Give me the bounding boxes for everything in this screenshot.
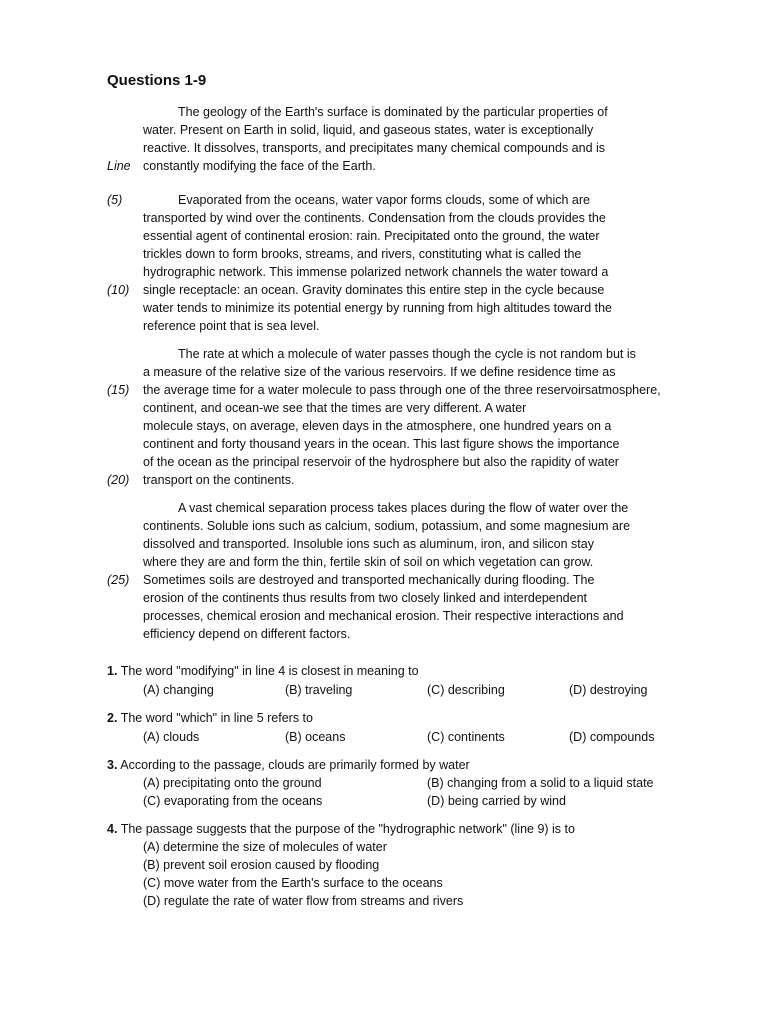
line-marker: Line <box>107 159 131 173</box>
passage-line: essential agent of continental erosion: rain. Precipitated onto the ground, the water <box>143 229 600 243</box>
question-2-stem <box>107 711 313 725</box>
question-4-option-d[interactable]: (D) regulate the rate of water flow from streams and rivers <box>143 894 464 908</box>
passage-line: water tends to minimize its potential energy by running from high altitudes toward the <box>143 301 612 315</box>
passage-line: The geology of the Earth's surface is dominated by the particular properties of <box>178 105 608 119</box>
passage-line: The rate at which a molecule of water passes though the cycle is not random but is <box>178 347 636 361</box>
question-2-option-b[interactable]: (B) oceans <box>285 730 346 744</box>
passage-line: of the ocean as the principal reservoir of the hydrosphere but also the rapidity of water <box>143 455 619 469</box>
passage-line: transport on the continents. <box>143 473 295 487</box>
question-4-option-b[interactable]: (B) prevent soil erosion caused by flooding <box>143 858 380 872</box>
question-text: According to the passage, clouds are primarily formed by water <box>120 758 470 772</box>
passage-line: A vast chemical separation process takes places during the flow of water over the <box>178 501 629 515</box>
passage-line: a measure of the relative size of the various reservoirs. If we define residence time as <box>143 365 616 379</box>
passage-line: the average time for a water molecule to pass through one of the three reservoirsatmosphere, <box>143 383 661 397</box>
line-marker: (5) <box>107 193 123 207</box>
passage-line: continent, and ocean-we see that the times are very different. A water <box>143 401 527 415</box>
passage-line: where they are and form the thin, fertile skin of soil on which vegetation can grow. <box>143 555 594 569</box>
question-text: The word "modifying" in line 4 is closest in meaning to <box>120 664 419 678</box>
passage-line: continents. Soluble ions such as calcium, sodium, potassium, and some magnesium are <box>143 519 631 533</box>
question-number: 4. <box>107 822 118 836</box>
question-3-stem <box>107 758 470 772</box>
question-1-stem <box>107 664 419 678</box>
passage-line: hydrographic network. This immense polarized network channels the water toward a <box>143 265 609 279</box>
passage-line: transported by wind over the continents. Condensation from the clouds provides the <box>143 211 606 225</box>
question-4-option-c[interactable]: (C) move water from the Earth's surface to the oceans <box>143 876 443 890</box>
line-marker: (25) <box>107 573 130 587</box>
question-1-option-d[interactable]: (D) destroying <box>569 683 648 697</box>
line-marker: (20) <box>107 473 130 487</box>
question-number: 1. <box>107 664 118 678</box>
passage-line: efficiency depend on different factors. <box>143 627 351 641</box>
passage-line: water. Present on Earth in solid, liquid, and gaseous states, water is exceptionally <box>143 123 594 137</box>
page-title: Questions 1-9 <box>107 72 207 89</box>
question-2-option-a[interactable]: (A) clouds <box>143 730 200 744</box>
question-3-option-a[interactable]: (A) precipitating onto the ground <box>143 776 322 790</box>
question-3-option-c[interactable]: (C) evaporating from the oceans <box>143 794 323 808</box>
question-2-option-c[interactable]: (C) continents <box>427 730 505 744</box>
question-2-option-d[interactable]: (D) compounds <box>569 730 655 744</box>
passage-line: trickles down to form brooks, streams, and rivers, constituting what is called the <box>143 247 582 261</box>
passage-line: molecule stays, on average, eleven days in the atmosphere, one hundred years on a <box>143 419 612 433</box>
line-marker: (10) <box>107 283 130 297</box>
question-number: 2. <box>107 711 118 725</box>
line-marker: (15) <box>107 383 130 397</box>
question-text: The word "which" in line 5 refers to <box>120 711 313 725</box>
question-1-option-b[interactable]: (B) traveling <box>285 683 353 697</box>
question-1-option-c[interactable]: (C) describing <box>427 683 505 697</box>
question-4-option-a[interactable]: (A) determine the size of molecules of water <box>143 840 387 854</box>
question-3-option-b[interactable]: (B) changing from a solid to a liquid state <box>427 776 654 790</box>
passage-line: single receptacle: an ocean. Gravity dominates this entire step in the cycle because <box>143 283 605 297</box>
question-text: The passage suggests that the purpose of the "hydrographic network" (line 9) is to <box>120 822 575 836</box>
question-4-stem <box>107 822 575 836</box>
question-3-option-d[interactable]: (D) being carried by wind <box>427 794 566 808</box>
passage-line: constantly modifying the face of the Earth. <box>143 159 376 173</box>
passage-line: dissolved and transported. Insoluble ions such as aluminum, iron, and silicon stay <box>143 537 594 551</box>
passage-line: reactive. It dissolves, transports, and precipitates many chemical compounds and is <box>143 141 606 155</box>
passage-line: erosion of the continents thus results from two closely linked and interdependent <box>143 591 588 605</box>
passage-line: reference point that is sea level. <box>143 319 320 333</box>
question-1-option-a[interactable]: (A) changing <box>143 683 214 697</box>
passage-line: Evaporated from the oceans, water vapor forms clouds, some of which are <box>178 193 590 207</box>
passage-line: processes, chemical erosion and mechanical erosion. Their respective interactions and <box>143 609 624 623</box>
question-number: 3. <box>107 758 118 772</box>
passage-line: Sometimes soils are destroyed and transported mechanically during flooding. The <box>143 573 595 587</box>
passage-line: continent and forty thousand years in the ocean. This last figure shows the importance <box>143 437 620 451</box>
